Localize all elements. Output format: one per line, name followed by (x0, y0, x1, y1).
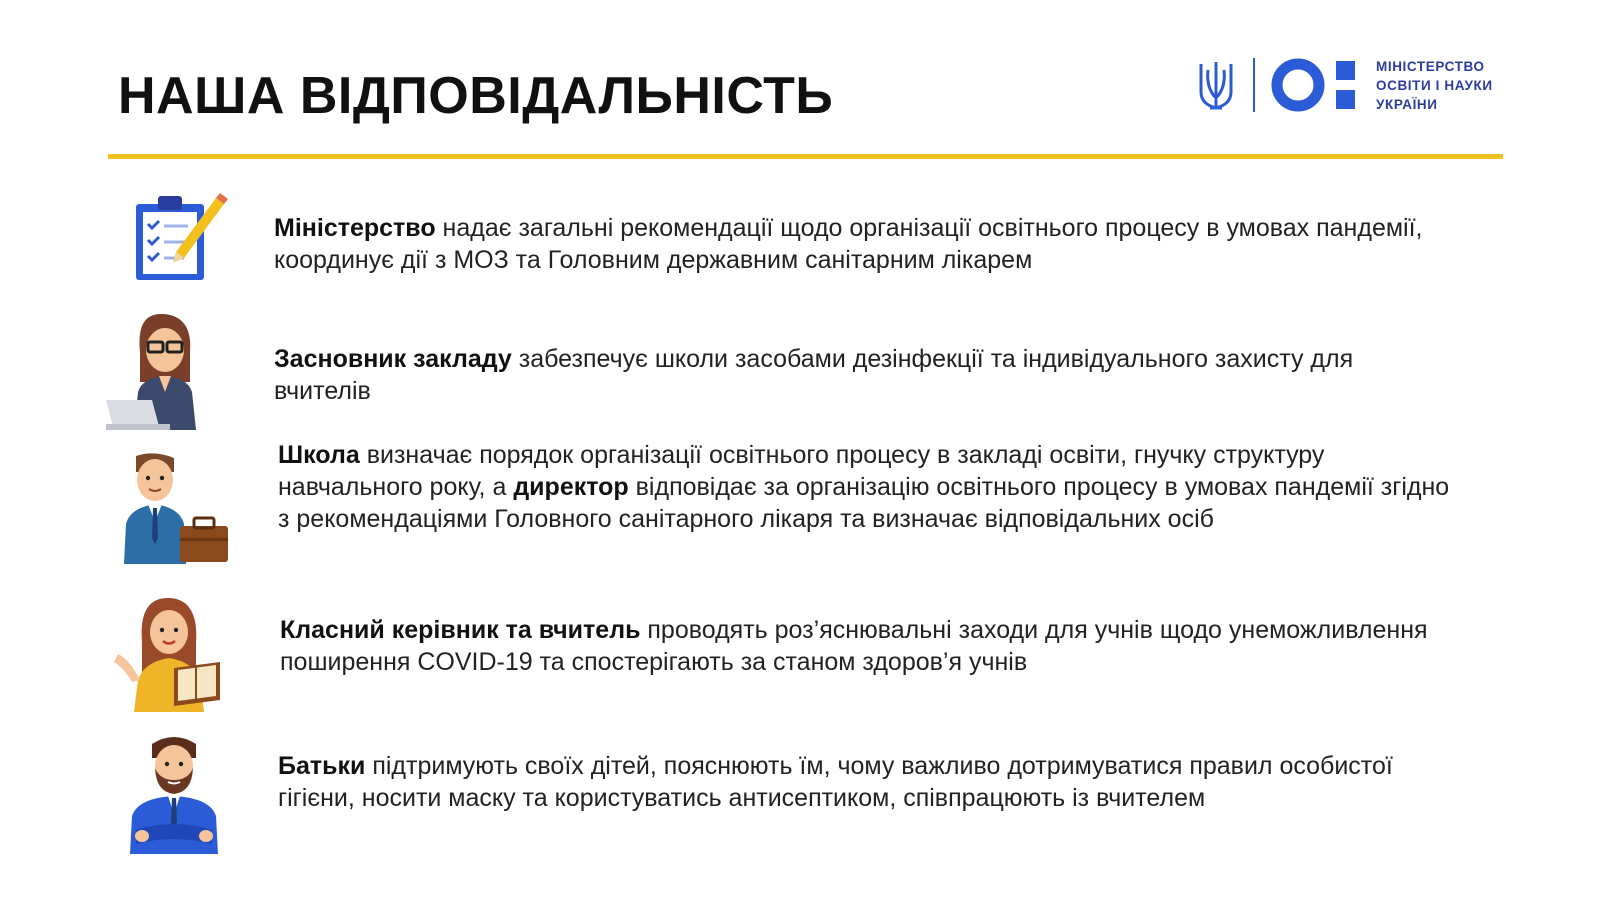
ministry-emblem-icon (1270, 56, 1360, 116)
ministry-logo (1196, 54, 1536, 120)
responsibility-title: Класний керівник та вчитель (280, 616, 641, 644)
responsibility-text (280, 614, 1440, 678)
teacher-with-book-icon (110, 596, 225, 712)
ministry-name-line: УКРАЇНИ (1376, 97, 1438, 112)
responsibility-description: надає загальні рекомендації щодо організації освітнього процесу в умовах пандемії, координує дії з МОЗ та Головним державним санітарним лікарем (274, 214, 1423, 274)
man-with-briefcase-icon (122, 452, 230, 564)
responsibility-text (278, 750, 1458, 814)
ministry-name-line: МІНІСТЕРСТВО (1376, 59, 1485, 74)
responsibility-description: проводять роз’яснювальні заходи для учнів щодо унеможливлення поширення COVID-19 та спостерігають за станом здоров’я учнів (280, 616, 1428, 676)
responsibility-title: Засновник закладу (274, 345, 512, 373)
responsibility-description-secondary: відповідає за організацію освітнього процесу в умовах пандемії згідно з рекомендаціями Головного санітарного лікаря та визначає відповідальних осіб (278, 473, 1450, 533)
responsibility-title-secondary: директор (513, 473, 629, 501)
responsibility-text (274, 212, 1434, 276)
logo-separator (1253, 58, 1255, 112)
woman-with-laptop-icon (104, 312, 219, 430)
responsibility-text (274, 343, 1434, 407)
responsibility-description: забезпечує школи засобами дезінфекції та індивідуального захисту для вчителів (274, 345, 1354, 405)
page-title: НАША ВІДПОВІДАЛЬНІСТЬ (118, 67, 834, 125)
clipboard-checklist-icon (128, 190, 228, 285)
responsibility-description: підтримують своїх дітей, пояснюють їм, чому важливо дотримуватися правил особистої гігієни, носити маску та користуватись антисептиком, співпрацюють із вчителем (278, 752, 1393, 812)
title-underline (108, 154, 1503, 159)
ministry-name (1376, 57, 1493, 114)
responsibility-title: Батьки (278, 752, 366, 780)
responsibility-title: Міністерство (274, 214, 436, 242)
bearded-man-arms-crossed-icon (128, 734, 220, 854)
responsibility-text (278, 439, 1458, 535)
responsibility-description: визначає порядок організації освітнього процесу в закладі освіти, гнучку структуру навчального року, а (278, 441, 1325, 501)
trident-icon (1196, 58, 1236, 116)
responsibility-title: Школа (278, 441, 360, 469)
ministry-name-line: ОСВІТИ І НАУКИ (1376, 78, 1493, 93)
